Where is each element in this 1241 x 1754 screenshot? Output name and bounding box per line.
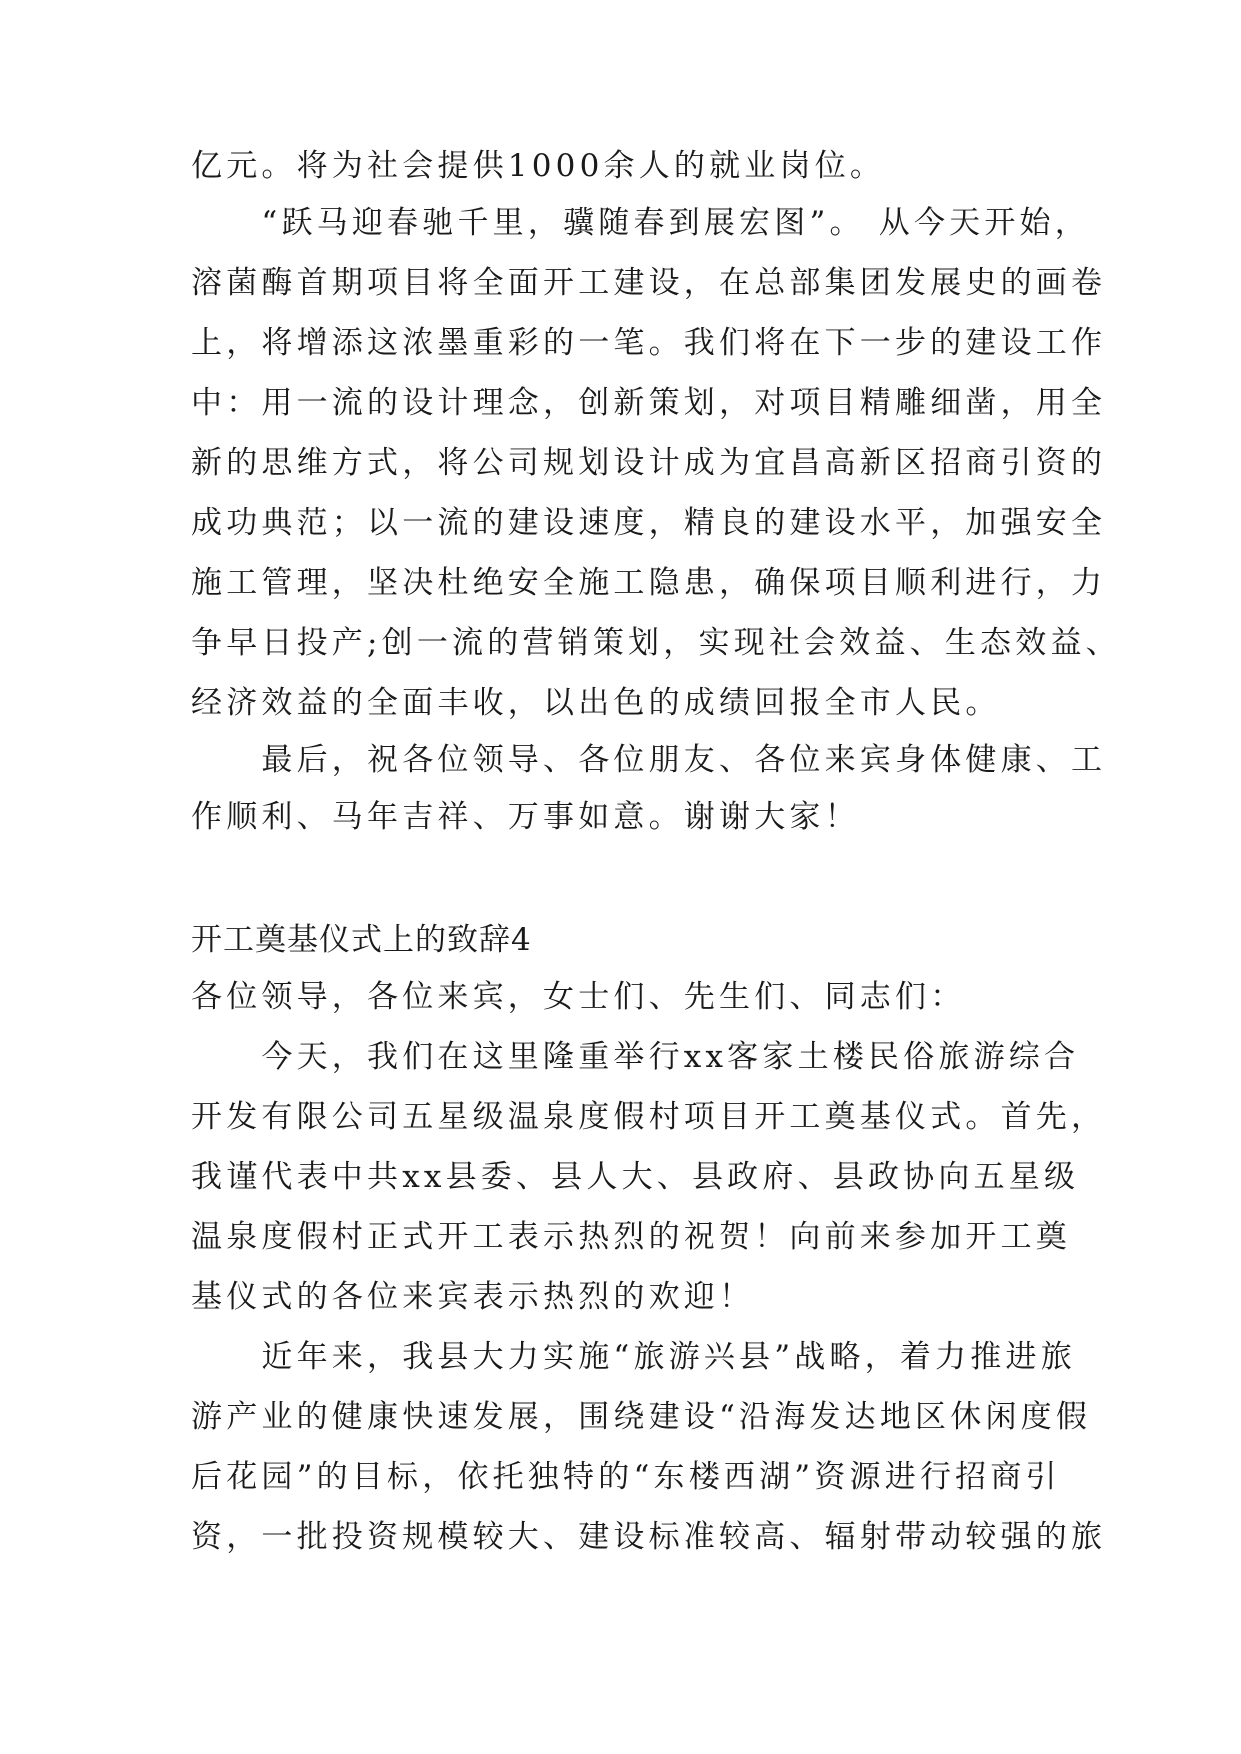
text-line: 温泉度假村正式开工表示热烈的祝贺！向前来参加开工奠 [191,1219,1071,1255]
text-line: 资，一批投资规模较大、建设标准较高、辐射带动较强的旅 [191,1519,1107,1555]
text-line: 最后，祝各位领导、各位朋友、各位来宾身体健康、工 [191,742,1107,778]
text-line: 我谨代表中共xx县委、县人大、县政府、县政协向五星级 [191,1159,1080,1195]
salutation-line: 各位领导，各位来宾，女士们、先生们、同志们： [191,979,966,1015]
text-line: 成功典范；以一流的建设速度，精良的建设水平，加强安全 [191,505,1107,541]
text-line: 中：用一流的设计理念，创新策划，对项目精雕细凿，用全 [191,385,1107,421]
text-line: 经济效益的全面丰收，以出色的成绩回报全市人民。 [191,685,1001,721]
text-line: 争早日投产;创一流的营销策划，实现社会效益、生态效益、 [191,625,1121,661]
text-line: 溶菌酶首期项目将全面开工建设，在总部集团发展史的画卷 [191,265,1107,301]
text-line: 今天，我们在这里隆重举行xx客家土楼民俗旅游综合 [191,1039,1080,1075]
text-line: “跃马迎春驰千里，骥随春到展宏图”。 从今天开始， [191,205,1090,241]
text-line: 亿元。将为社会提供1000余人的就业岗位。 [191,148,886,184]
text-line: 作顺利、马年吉祥、万事如意。谢谢大家！ [191,799,860,835]
section-heading: 开工奠基仪式上的致辞4 [191,922,532,958]
text-line: 近年来，我县大力实施“旅游兴县”战略，着力推进旅 [191,1339,1076,1375]
text-line: 游产业的健康快速发展，围绕建设“沿海发达地区休闲度假 [191,1399,1092,1435]
text-line: 基仪式的各位来宾表示热烈的欢迎！ [191,1279,755,1315]
text-line: 新的思维方式，将公司规划设计成为宜昌高新区招商引资的 [191,445,1107,481]
text-line: 后花园”的目标，依托独特的“东楼西湖”资源进行招商引 [191,1459,1061,1495]
text-line: 施工管理，坚决杜绝安全施工隐患，确保项目顺利进行，力 [191,565,1107,601]
text-line: 开发有限公司五星级温泉度假村项目开工奠基仪式。首先， [191,1099,1107,1135]
text-line: 上，将增添这浓墨重彩的一笔。我们将在下一步的建设工作 [191,325,1107,361]
